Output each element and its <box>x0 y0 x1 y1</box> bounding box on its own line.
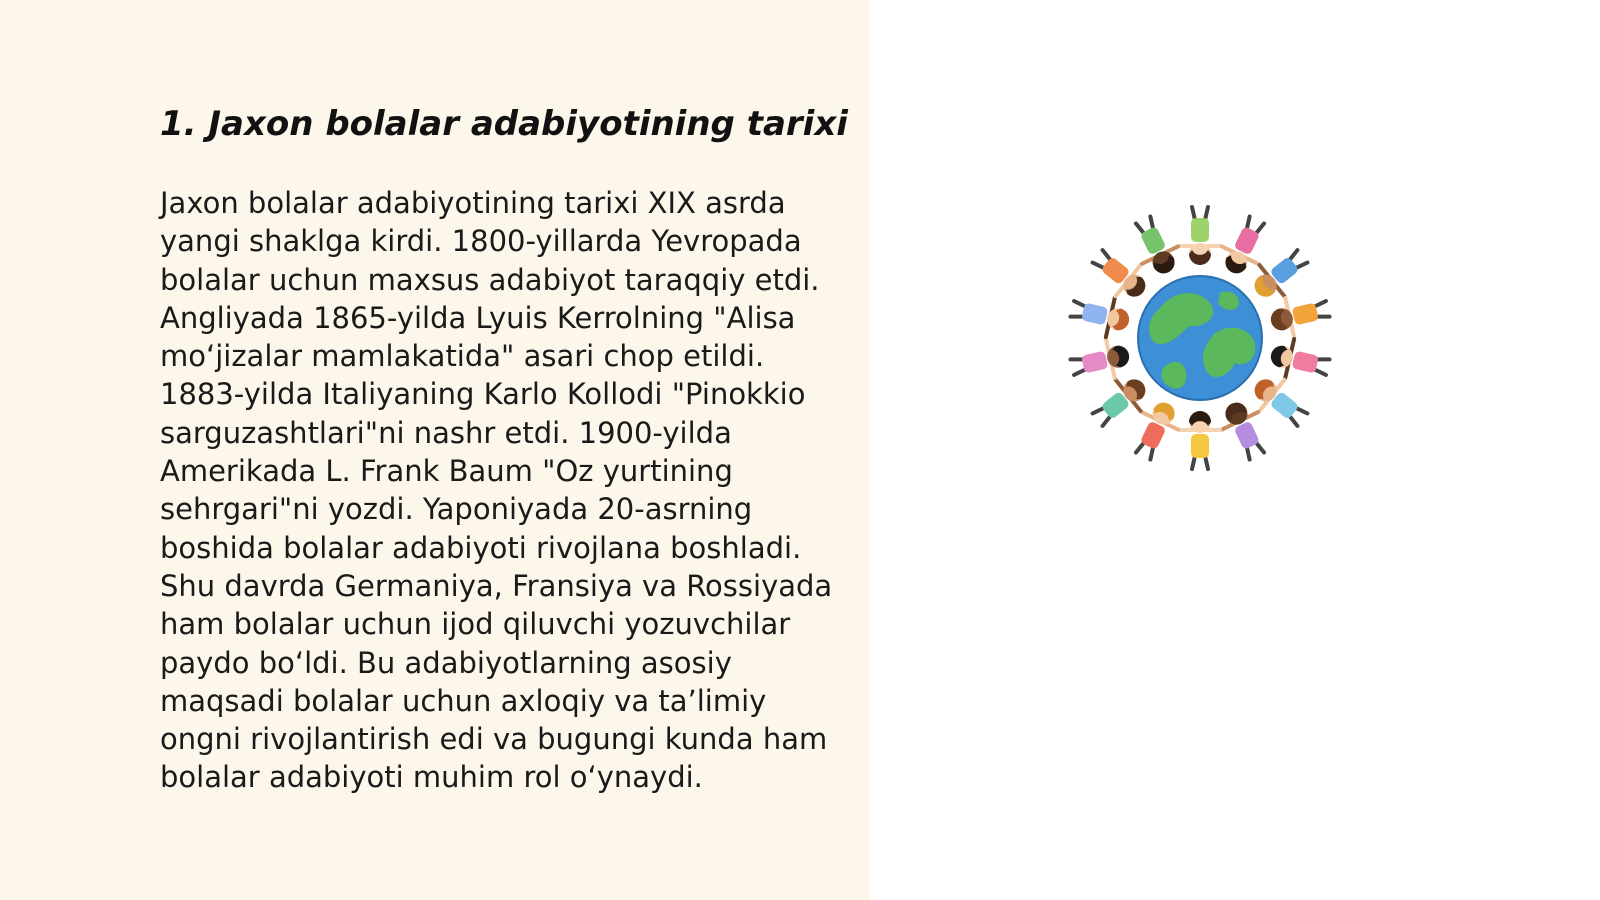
globe-illustration-svg <box>1061 202 1339 474</box>
slide-title: 1. Jaxon bolalar adabiyotining tarixi <box>160 104 848 144</box>
child-figure-icon <box>1267 335 1332 387</box>
child-figure-icon <box>1267 289 1332 341</box>
child-figure-icon <box>1245 241 1315 308</box>
child-figure-icon <box>1068 289 1133 341</box>
child-figure-icon <box>1180 411 1220 469</box>
child-figure-icon <box>1180 207 1220 265</box>
slide-body-text: Jaxon bolalar adabiyotining tarixi XIX asrda yangi shaklga kirdi. 1800-yillarda Yevropada bolalar uchun maxsus adabiyot taraqqiy etdi. Angliyada 1865-yilda Lyuis Kerrolning "Alisa mo‘jizalar mamlakatida" asari chop etildi. 1883-yilda Italiyaning Karlo Kollodi "Pinokkio sarguzashtlari"ni nashr etdi. 1900-yilda Amerikada L. Frank Baum "Oz yurtining sehrgari"ni yozdi. Yaponiyada 20-asrning boshida bolalar adabiyoti rivojlana boshladi. Shu davrda Germaniya, Fransiya va Rossiyada ham bolalar uchun ijod qiluvchi yozuvchilar paydo bo‘ldi. Bu adabiyotlarning asosiy maqsadi bolalar uchun axloqiy va ta’limiy ongni rivojlantirish edi va bugungi kunda ham bolalar adabiyoti muhim rol o‘ynaydi. <box>160 186 833 795</box>
child-figure-icon <box>1068 335 1133 387</box>
child-figure-icon <box>1085 241 1155 308</box>
child-figure-icon <box>1085 368 1155 435</box>
children-around-globe-icon <box>1061 202 1339 474</box>
child-figure-icon <box>1245 368 1315 435</box>
